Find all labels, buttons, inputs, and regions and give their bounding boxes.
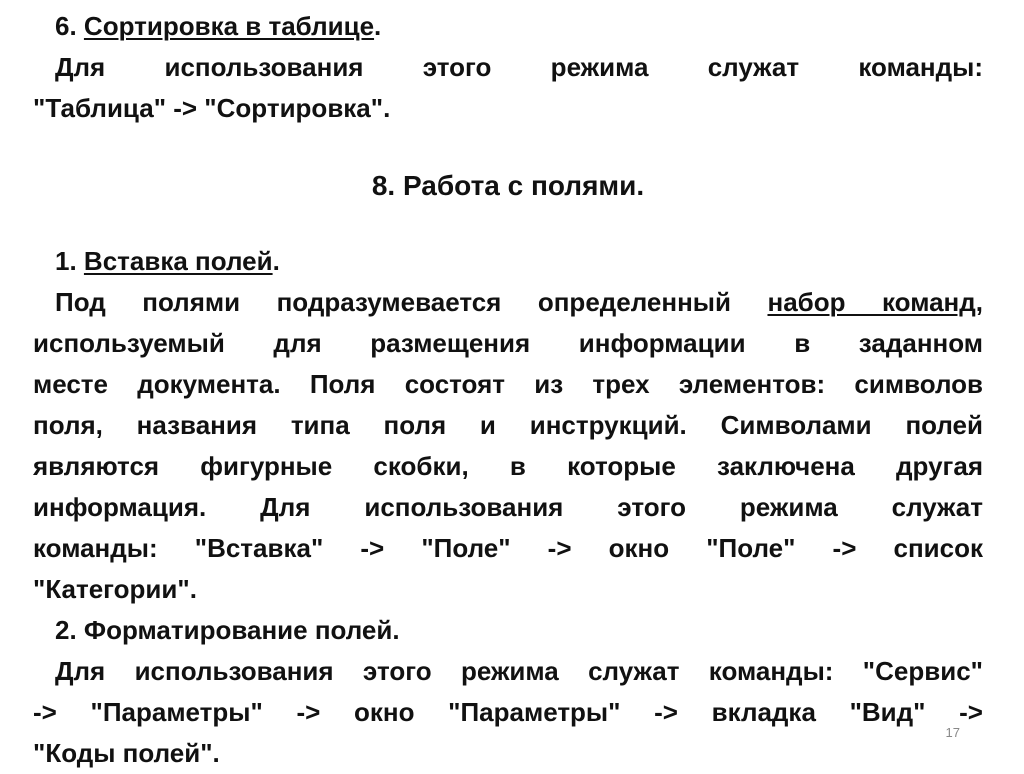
slide-content <box>33 0 983 774</box>
item-1-line-1-b: , <box>975 287 983 317</box>
item-1-title-end: . <box>272 246 280 276</box>
item-6-number: 6. <box>55 11 84 41</box>
item-6-title-text: Сортировка в таблице <box>83 11 375 41</box>
item-2-line-3: "Коды полей". <box>33 738 220 768</box>
item-2-line-2: -> "Параметры" -> окно "Параметры" -> вкладка "Вид" -> <box>33 697 983 727</box>
item-2-title: 2. Форматирование полей. <box>55 615 400 645</box>
item-1-line-6: информация. Для использования этого режима служат <box>33 492 983 522</box>
item-1-line-1-underlined: набор команд <box>767 287 976 317</box>
item-6-title <box>33 6 983 47</box>
item-6-line-1: Для использования этого режима служат команды: <box>55 52 983 82</box>
item-1-line-5: являются фигурные скобки, в которые заключена другая <box>33 451 983 481</box>
item-1-line-1-a: Под полями подразумевается определенный <box>55 287 768 317</box>
item-1-line-7: команды: "Вставка" -> "Поле" -> окно "Поле" -> список <box>33 533 983 563</box>
item-1-line-3: месте документа. Поля состоят из трех элементов: символов <box>33 369 983 399</box>
item-2-line-1: Для использования этого режима служат команды: "Сервис" <box>55 656 983 686</box>
item-1-title <box>33 241 983 282</box>
item-6-line-2: "Таблица" -> "Сортировка". <box>33 93 391 123</box>
section-heading: 8. Работа с полями. <box>371 170 645 201</box>
item-1-line-1 <box>33 282 983 323</box>
item-1-line-8: "Категории". <box>33 574 197 604</box>
item-1-title-text: Вставка полей <box>83 246 273 276</box>
item-1-line-4: поля, названия типа поля и инструкций. Символами полей <box>33 410 983 440</box>
page-number: 17 <box>945 725 960 740</box>
item-1-number: 1. <box>55 246 84 276</box>
item-6-title-end: . <box>374 11 382 41</box>
item-1-line-2: используемый для размещения информации в заданном <box>33 328 983 358</box>
